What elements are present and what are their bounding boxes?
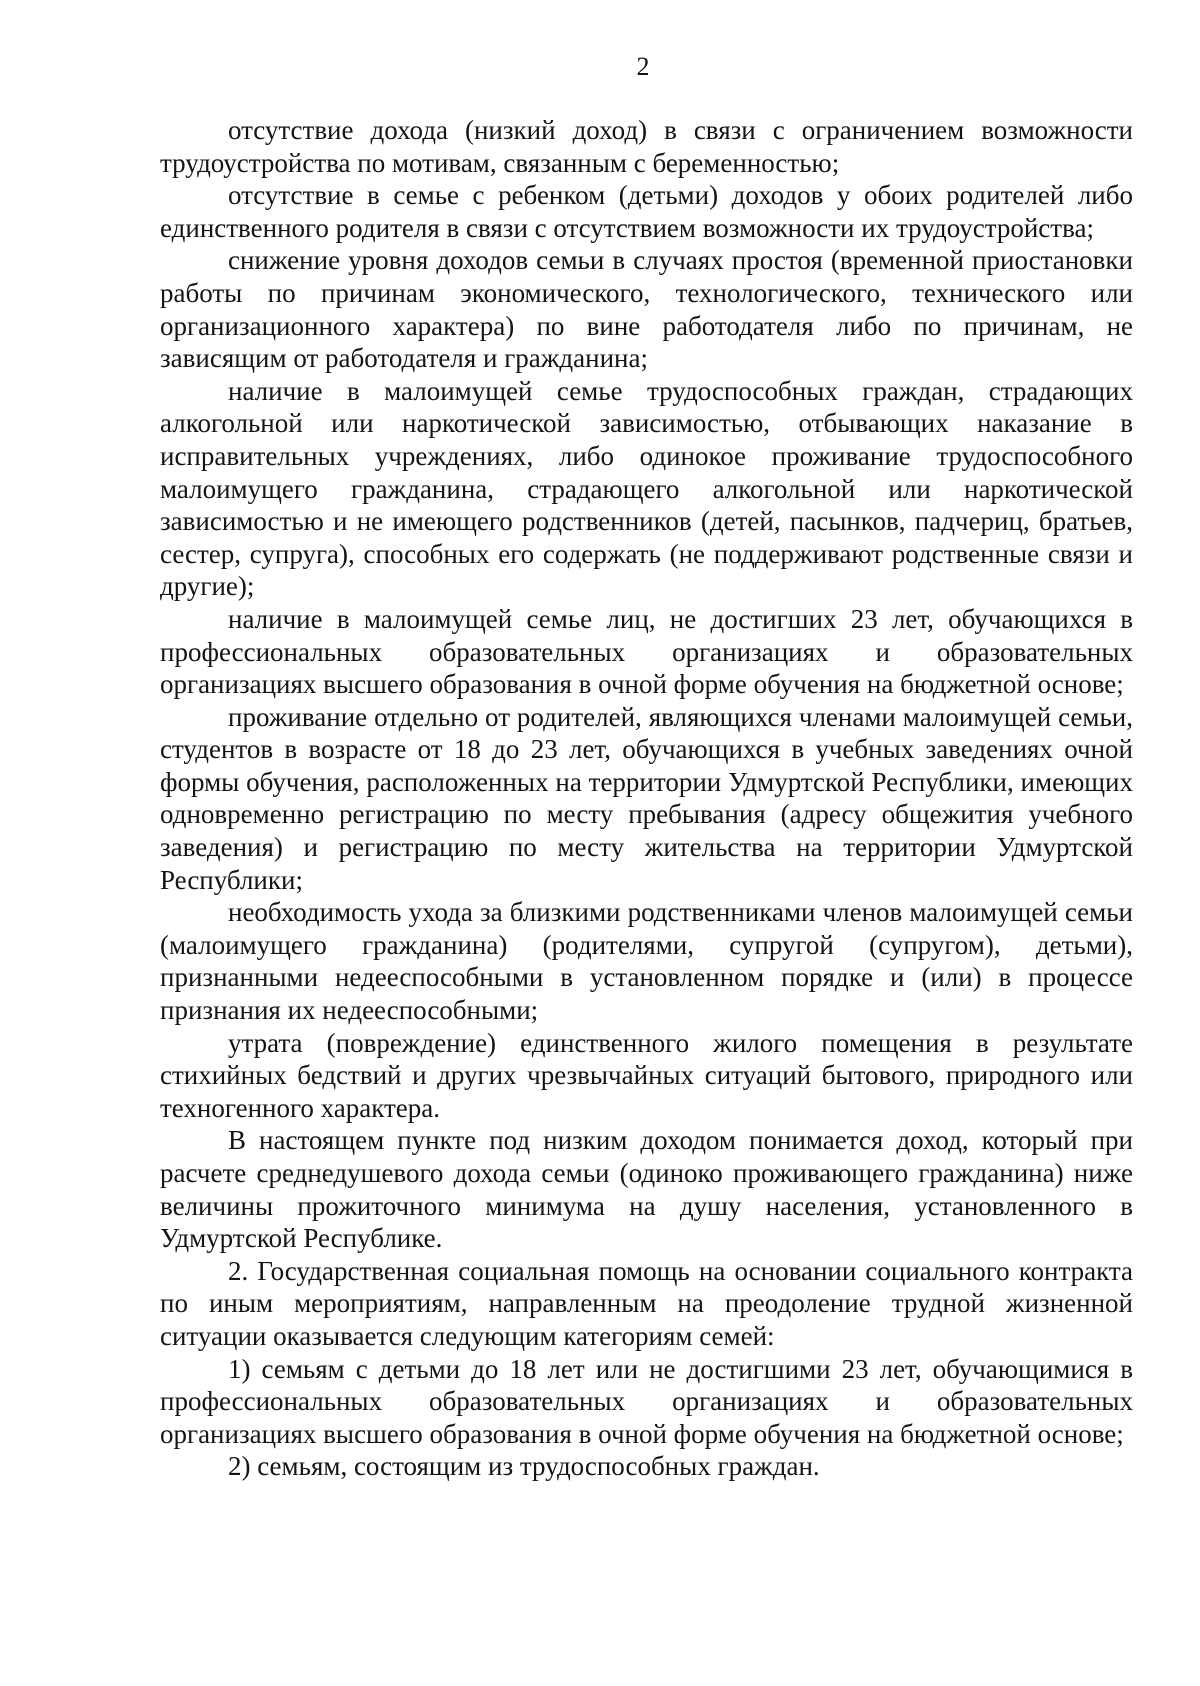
paragraph-8: утрата (повреждение) единственного жилого помещения в результате стихийных бедствий и других чрезвычайных ситуаций бытового, природного или техногенного характера.: [160, 1027, 1133, 1123]
paragraph-2: отсутствие в семье с ребенком (детьми) доходов у обоих родителей либо единственного родителя в связи с отсутствием возможности их трудоустройства;: [160, 180, 1133, 243]
paragraph-10: 2. Государственная социальная помощь на основании социального контракта по иным мероприятиям, направленным на преодоление трудной жизненной ситуации оказывается следующим категориям семей:: [160, 1255, 1133, 1351]
paragraph-4: наличие в малоимущей семье трудоспособных граждан, страдающих алкогольной или наркотической зависимостью, отбывающих наказание в исправительных учреждениях, либо одинокое проживание трудоспособного малоимущего гражданина, страдающего алкогольной или наркотической зависимостью и не имеющего родственников (детей, пасынков, падчериц, братьев, сестер, супруга), способных его содержать (не поддерживают родственные связи и другие);: [160, 375, 1133, 602]
paragraph-7: необходимость ухода за близкими родственниками членов малоимущей семьи (малоимущего гражданина) (родителями, супругой (супругом), детьми), признанными недееспособными в установленном порядке и (или) в процессе признания их недееспособными;: [160, 897, 1133, 1026]
page-number: 2: [636, 52, 650, 81]
paragraph-6: проживание отдельно от родителей, являющихся членами малоимущей семьи, студентов в возрасте от 18 до 23 лет, обучающихся в учебных заведениях очной формы обучения, расположенных на территории Удмуртской Республики, имеющих одновременно регистрацию по месту пребывания (адресу общежития учебного заведения) и регистрацию по месту жительства на территории Удмуртской Республики;: [160, 701, 1133, 895]
paragraph-1: отсутствие дохода (низкий доход) в связи с ограничением возможности трудоустройства по мотивам, связанным с беременностью;: [160, 115, 1133, 178]
document-body: [160, 114, 1133, 1483]
paragraph-11: 1) семьям с детьми до 18 лет или не достигшими 23 лет, обучающимися в профессиональных образовательных организациях и образовательных организациях высшего образования в очной форме обучения на бюджетной основе;: [160, 1353, 1133, 1449]
paragraph-5: наличие в малоимущей семье лиц, не достигших 23 лет, обучающихся в профессиональных образовательных организациях и образовательных организациях высшего образования в очной форме обучения на бюджетной основе;: [160, 603, 1133, 700]
paragraph-9: В настоящем пункте под низким доходом понимается доход, который при расчете среднедушевого дохода семьи (одиноко проживающего гражданина) ниже величины прожиточного минимума на душу населения, установленного в Удмуртской Республике.: [160, 1125, 1133, 1254]
paragraph-3: снижение уровня доходов семьи в случаях простоя (временной приостановки работы по причинам экономического, технологического, технического или организационного характера) по вине работодателя либо по причинам, не зависящим от работодателя и гражданина;: [160, 245, 1133, 374]
paragraph-12: 2) семьям, состоящим из трудоспособных граждан.: [228, 1451, 820, 1482]
